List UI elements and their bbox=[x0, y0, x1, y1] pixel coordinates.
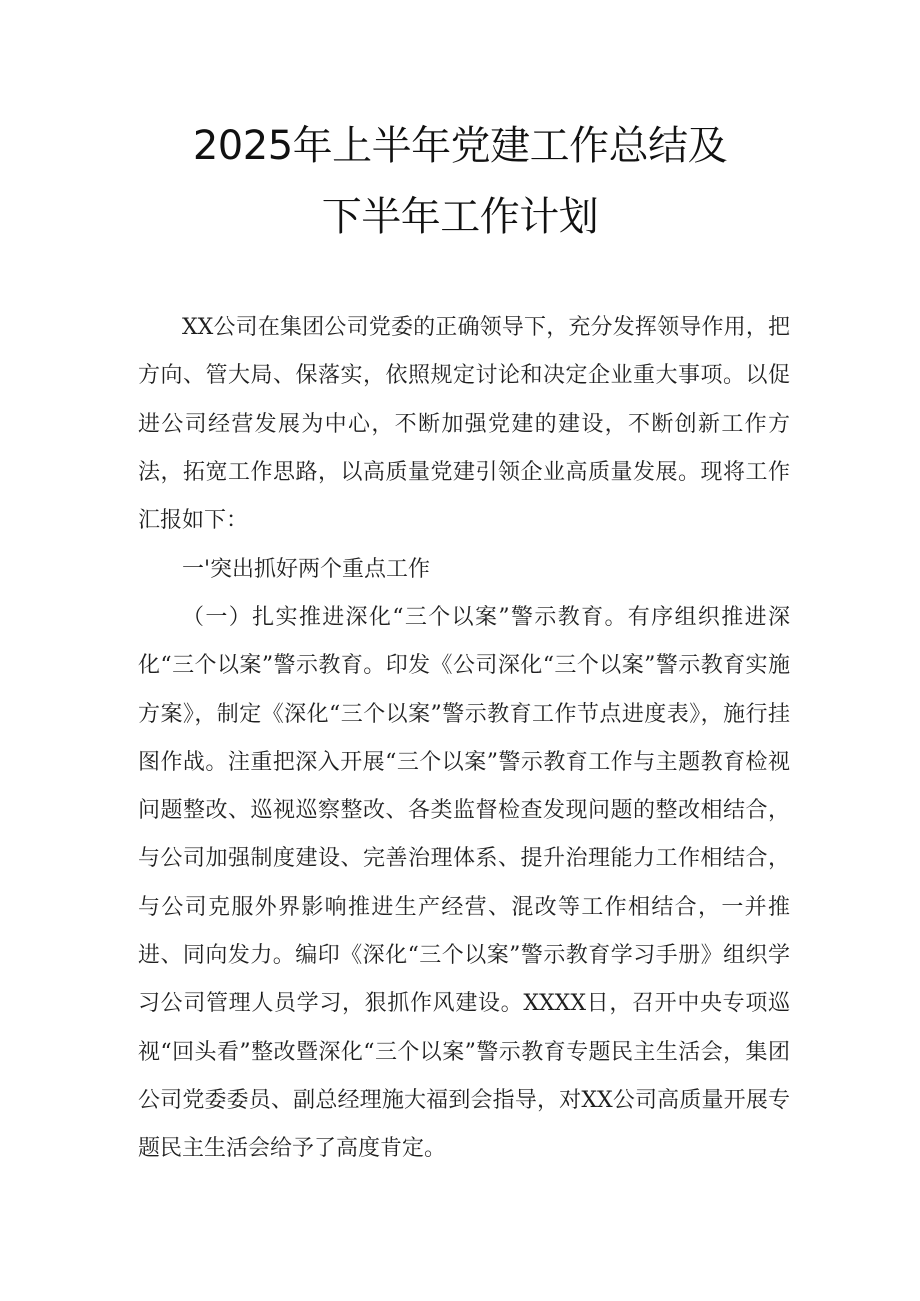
subsection-paragraph-1: （一）扎实推进深化“三个以案”警示教育。有序组织推进深化“三个以案”警示教育。印发《公司深化“三个以案”警示教育实施方案》，制定《深化“三个以案”警示教育工作节点进度表》，施行挂图作战。注重把深入开展“三个以案”警示教育工作与主题教育检视问题整改、巡视巡察整改、各类监督检查发现问题的整改相结合，与公司加强制度建设、完善治理体系、提升治理能力工作相结合，与公司克服外界影响推进生产经营、混改等工作相结合，一并推进、同向发力。编印《深化“三个以案”警示教育学习手册》组织学习公司管理人员学习，狠抓作风建设。XXXX日，召开中央专项巡视“回头看”整改暨深化“三个以案”警示教育专题民主生活会，集团公司党委委员、副总经理施大福到会指导，对XX公司高质量开展专题民主生活会给予了高度肯定。 bbox=[138, 605, 790, 1162]
section-heading-block bbox=[138, 546, 790, 594]
intro-block bbox=[138, 304, 790, 545]
intro-paragraph: XX公司在集团公司党委的正确领导下，充分发挥领导作用，把方向、管大局、保落实，依照规定讨论和决定企业重大事项。以促进公司经营发展为中心，不断加强党建的建设，不断创新工作方法，拓宽工作思路，以高质量党建引领企业高质量发展。现将工作汇报如下： bbox=[138, 315, 790, 534]
subsection-block bbox=[138, 594, 790, 1174]
section-heading-1: 一'突出抓好两个重点工作 bbox=[182, 557, 431, 582]
document-title-line-1: 2025年上半年党建工作总结及 bbox=[192, 123, 728, 169]
document-title-line-2: 下半年工作计划 bbox=[321, 194, 599, 240]
